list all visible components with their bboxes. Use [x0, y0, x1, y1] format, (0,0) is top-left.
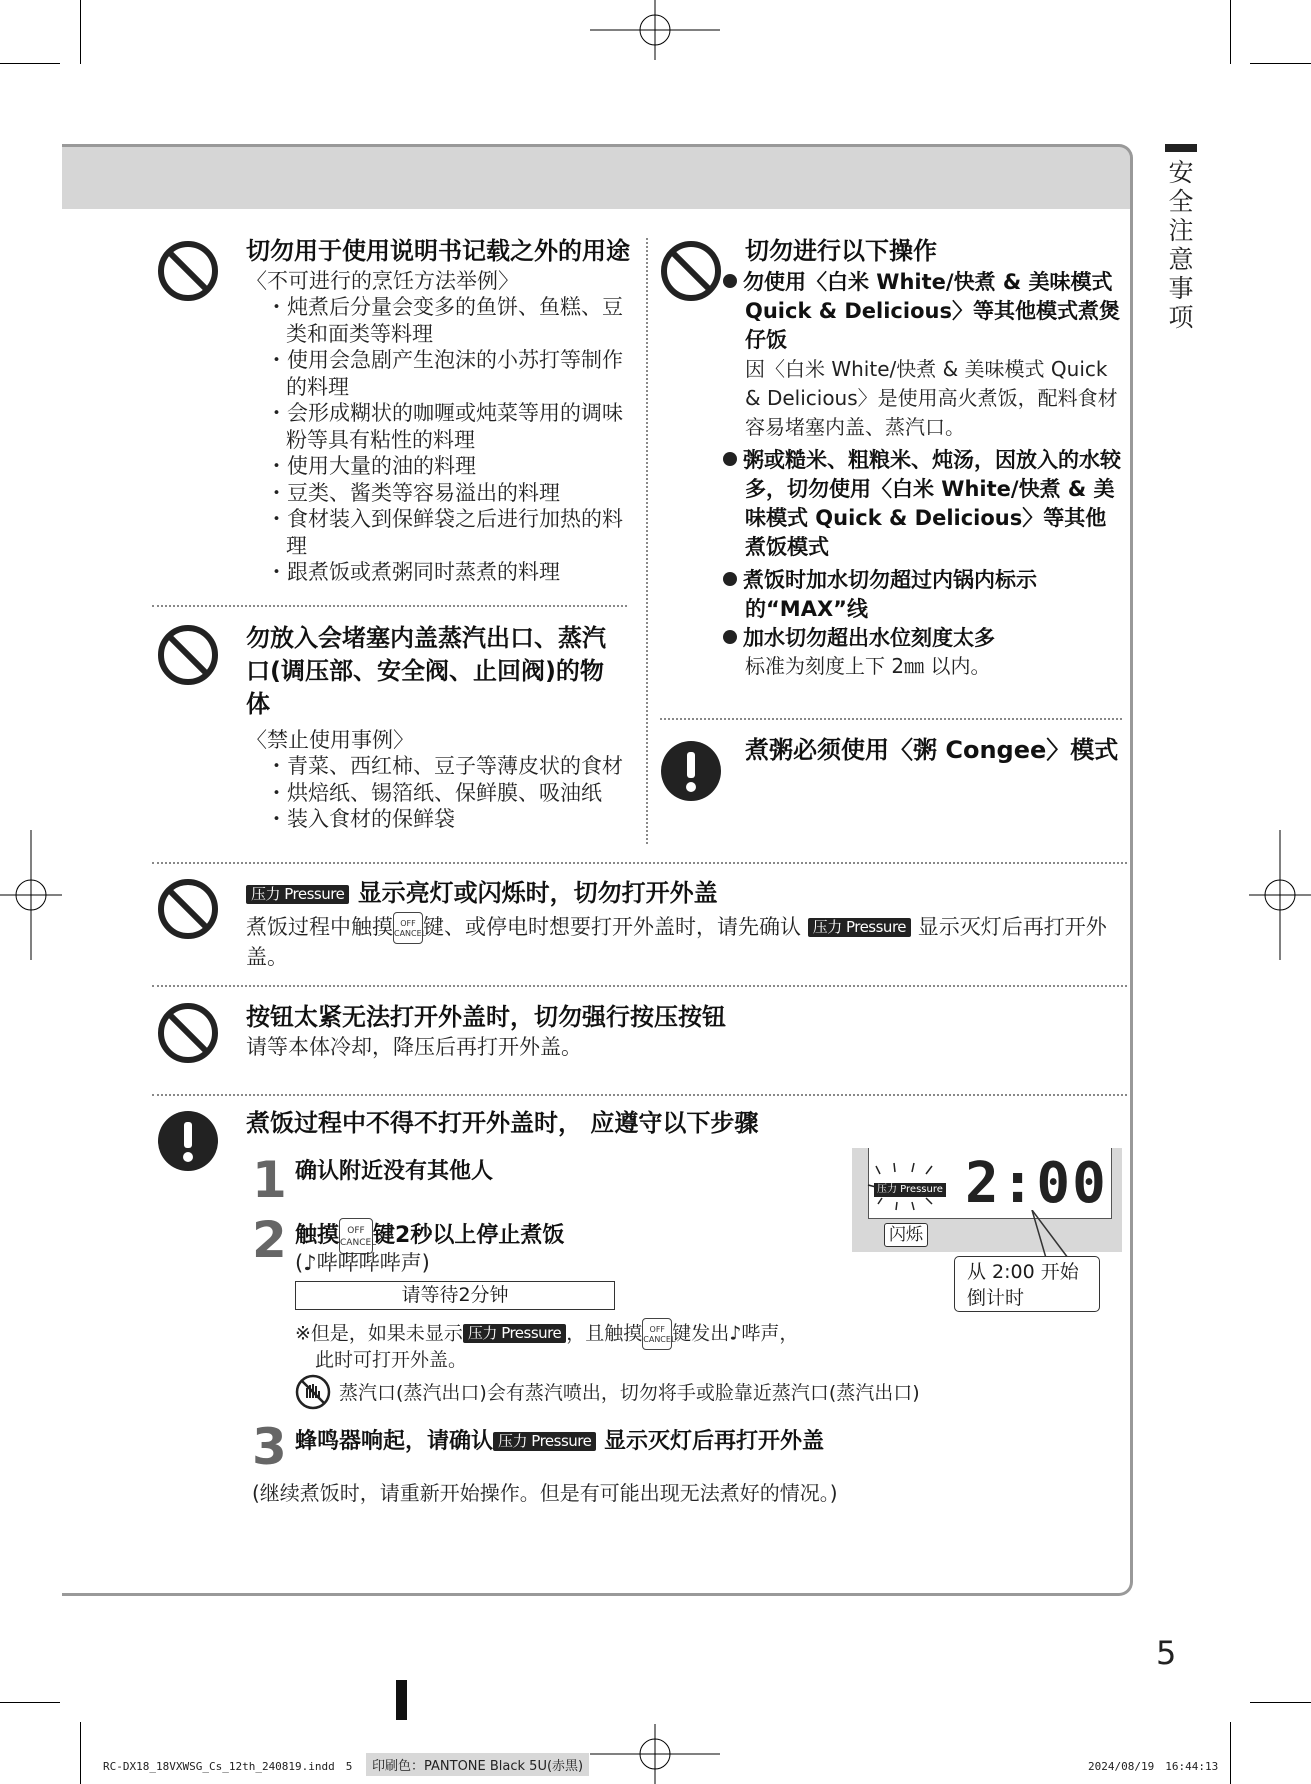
crop-mark: [1250, 1702, 1311, 1703]
off-cancel-key-icon: OFF CANCEL: [339, 1218, 373, 1254]
list-item: ・豆类、酱类等容易溢出的料理: [266, 480, 560, 505]
section-pressure-indicator: [246, 876, 1126, 970]
registration-mark-left: [0, 830, 62, 960]
crop-mark: [1250, 63, 1311, 64]
display-time: 2:00: [965, 1151, 1108, 1216]
step-2-text: 触摸 OFF CANCEL键2秒以上停止煮饭: [295, 1218, 564, 1254]
divider: [152, 605, 627, 607]
page-number: 5: [1156, 1634, 1177, 1672]
step-2-note-cont: 此时可打开外盖。: [315, 1349, 468, 1371]
divider: [152, 1094, 1127, 1096]
bullet-heading: 勿使用〈白米 White/快煮 & 美味模式 Quick & Delicious〉等其他模式煮煲仔饭: [723, 268, 1125, 355]
side-section-label: 安全注意事项: [1168, 158, 1194, 332]
off-cancel-key-icon: OFF CANCEL: [393, 912, 423, 944]
section-title: 切勿进行以下操作: [745, 237, 937, 265]
prohibition-icon: [157, 1002, 219, 1064]
registration-mark-top: [590, 0, 720, 60]
pressure-badge: 压力 Pressure: [874, 1183, 946, 1197]
list-item: ・烘焙纸、锡箔纸、保鲜膜、吸油纸: [266, 780, 602, 805]
flash-label: 闪烁: [884, 1223, 928, 1247]
column-divider: [646, 238, 648, 844]
list-item: ・炖煮后分量会变多的鱼饼、鱼糕、豆类和面类等料理: [266, 295, 623, 346]
step-2-sound: (♪哔哔哔哔声): [295, 1251, 430, 1275]
crop-mark: [0, 63, 60, 64]
step-1-text: 确认附近没有其他人: [295, 1159, 494, 1184]
bullet-heading: 煮饭时加水切勿超过内锅内标示的“MAX”线: [723, 566, 1125, 624]
section-tight-button: [246, 1000, 1126, 1060]
prohibition-icon: [660, 240, 722, 302]
list-item: ・青菜、西红柿、豆子等薄皮状的食材: [266, 754, 623, 778]
countdown-label: 从 2:00 开始: [967, 1261, 1079, 1283]
divider: [660, 718, 1122, 720]
example-list: [256, 294, 641, 586]
crop-mark: [80, 1722, 81, 1784]
section-body: 煮饭过程中触摸 OFF CANCEL键、或停电时想要打开外盖时，请先确认 压力 Pressure 显示灭灯后再打开外盖。: [246, 912, 1126, 970]
callout-pointer: [1010, 1210, 1070, 1260]
prohibition-icon: [157, 624, 219, 686]
bullet-dot-icon: [723, 452, 737, 466]
list-item: ・使用会急剧产生泡沫的小苏打等制作的料理: [266, 348, 623, 399]
bullet-body: 标准为刻度上下 2㎜ 以内。: [745, 654, 991, 678]
pressure-badge: 压力 Pressure: [463, 1324, 566, 1343]
section-title: 压力 Pressure 显示亮灯或闪烁时，切勿打开外盖: [246, 876, 1126, 910]
section-title: 勿放入会堵塞内盖蒸汽出口、蒸汽口(调压部、安全阀、止回阀)的物体: [246, 624, 606, 718]
registration-mark-bottom: [590, 1724, 720, 1784]
prohibition-icon: [157, 240, 219, 302]
print-mark: [396, 1680, 407, 1720]
footer-file: RC-DX18_18VXWSG_Cs_12th_240819.indd 5: [103, 1760, 353, 1773]
bullet-dot-icon: [723, 572, 737, 586]
list-item: ・会形成糊状的咖喱或炖菜等用的调味粉等具有粘性的料理: [266, 401, 623, 452]
divider: [152, 862, 1127, 864]
off-cancel-key-icon: OFF CANCEL: [642, 1318, 672, 1350]
side-tab-bar: [1165, 144, 1197, 152]
step-number: 3: [252, 1418, 287, 1476]
registration-mark-right: [1249, 830, 1311, 960]
step-2-note: ※但是，如果未显示 压力 Pressure ，且触摸 OFF CANCEL键发出♪哔声，: [295, 1318, 798, 1350]
section-steps-title: [246, 1106, 1126, 1140]
divider: [152, 985, 1127, 987]
list-item: ・装入食材的保鲜袋: [266, 807, 455, 831]
step-number: 1: [252, 1151, 287, 1209]
step-3-text: 蜂鸣器响起，请确认 压力 Pressure 显示灭灯后再打开外盖: [295, 1429, 825, 1454]
section-prohibited-operations: [745, 234, 1125, 679]
section-not-intended-use: [246, 234, 641, 586]
section-subtitle: 〈不可进行的烹饪方法举例〉: [246, 269, 519, 293]
list-item: ・食材装入到保鲜袋之后进行加热的料理: [266, 507, 623, 558]
prohibition-icon: [157, 878, 219, 940]
bullet-heading: 加水切勿超出水位刻度太多: [723, 624, 1125, 653]
mandatory-icon: [157, 1110, 219, 1172]
pressure-badge: 压力 Pressure: [808, 918, 911, 937]
continue-footnote: (继续煮饭时，请重新开始操作。但是有可能出现无法煮好的情况。): [252, 1481, 838, 1505]
example-list: [256, 753, 626, 833]
crop-mark: [1230, 1722, 1231, 1784]
step-number: 2: [252, 1211, 287, 1269]
crop-mark: [1230, 0, 1231, 64]
steam-warning: 蒸汽口(蒸汽出口)会有蒸汽喷出，切勿将手或脸靠近蒸汽口(蒸汽出口): [339, 1382, 920, 1404]
bullet-heading: 粥或糙米、粗粮米、炖汤，因放入的水较多，切勿使用〈白米 White/快煮 & 美味模式 Quick & Delicious〉等其他煮饭模式: [723, 446, 1125, 562]
list-item: ・跟煮饭或煮粥同时蒸煮的料理: [266, 560, 560, 584]
footer-date: 2024/08/19 16:44:13: [1088, 1760, 1219, 1773]
section-subtitle: 〈禁止使用事例〉: [246, 728, 414, 752]
crop-mark: [80, 0, 81, 64]
bullet-dot-icon: [723, 630, 737, 644]
section-title: 煮粥必须使用〈粥 Congee〉模式: [745, 736, 1119, 764]
section-no-blocking-objects: [246, 622, 626, 833]
list-item: ・使用大量的油的料理: [266, 454, 476, 478]
section-body: 请等本体冷却，降压后再打开外盖。: [246, 1035, 582, 1059]
section-title: 切勿用于使用说明书记载之外的用途: [246, 237, 630, 265]
countdown-callout: [954, 1256, 1100, 1312]
section-title: 煮饭过程中不得不打开外盖时， 应遵守以下步骤: [246, 1109, 759, 1137]
footer-color: 印刷色：PANTONE Black 5U(赤黒): [366, 1753, 589, 1776]
section-title: 按钮太紧无法打开外盖时，切勿强行按压按钮: [246, 1003, 726, 1031]
bullet-body: 因〈白米 White/快煮 & 美味模式 Quick & Delicious〉是使用高火煮饭，配料食材容易堵塞内盖、蒸汽口。: [745, 357, 1118, 439]
wait-box: 请等待2分钟: [295, 1281, 615, 1310]
crop-mark: [0, 1702, 60, 1703]
mandatory-icon: [660, 740, 722, 802]
pressure-badge: 压力 Pressure: [493, 1432, 596, 1451]
no-hand-icon: [295, 1374, 331, 1410]
bullet-dot-icon: [723, 274, 737, 288]
pressure-badge: 压力 Pressure: [246, 885, 349, 904]
countdown-label: 倒计时: [967, 1287, 1025, 1309]
section-congee-mode: [745, 733, 1125, 767]
